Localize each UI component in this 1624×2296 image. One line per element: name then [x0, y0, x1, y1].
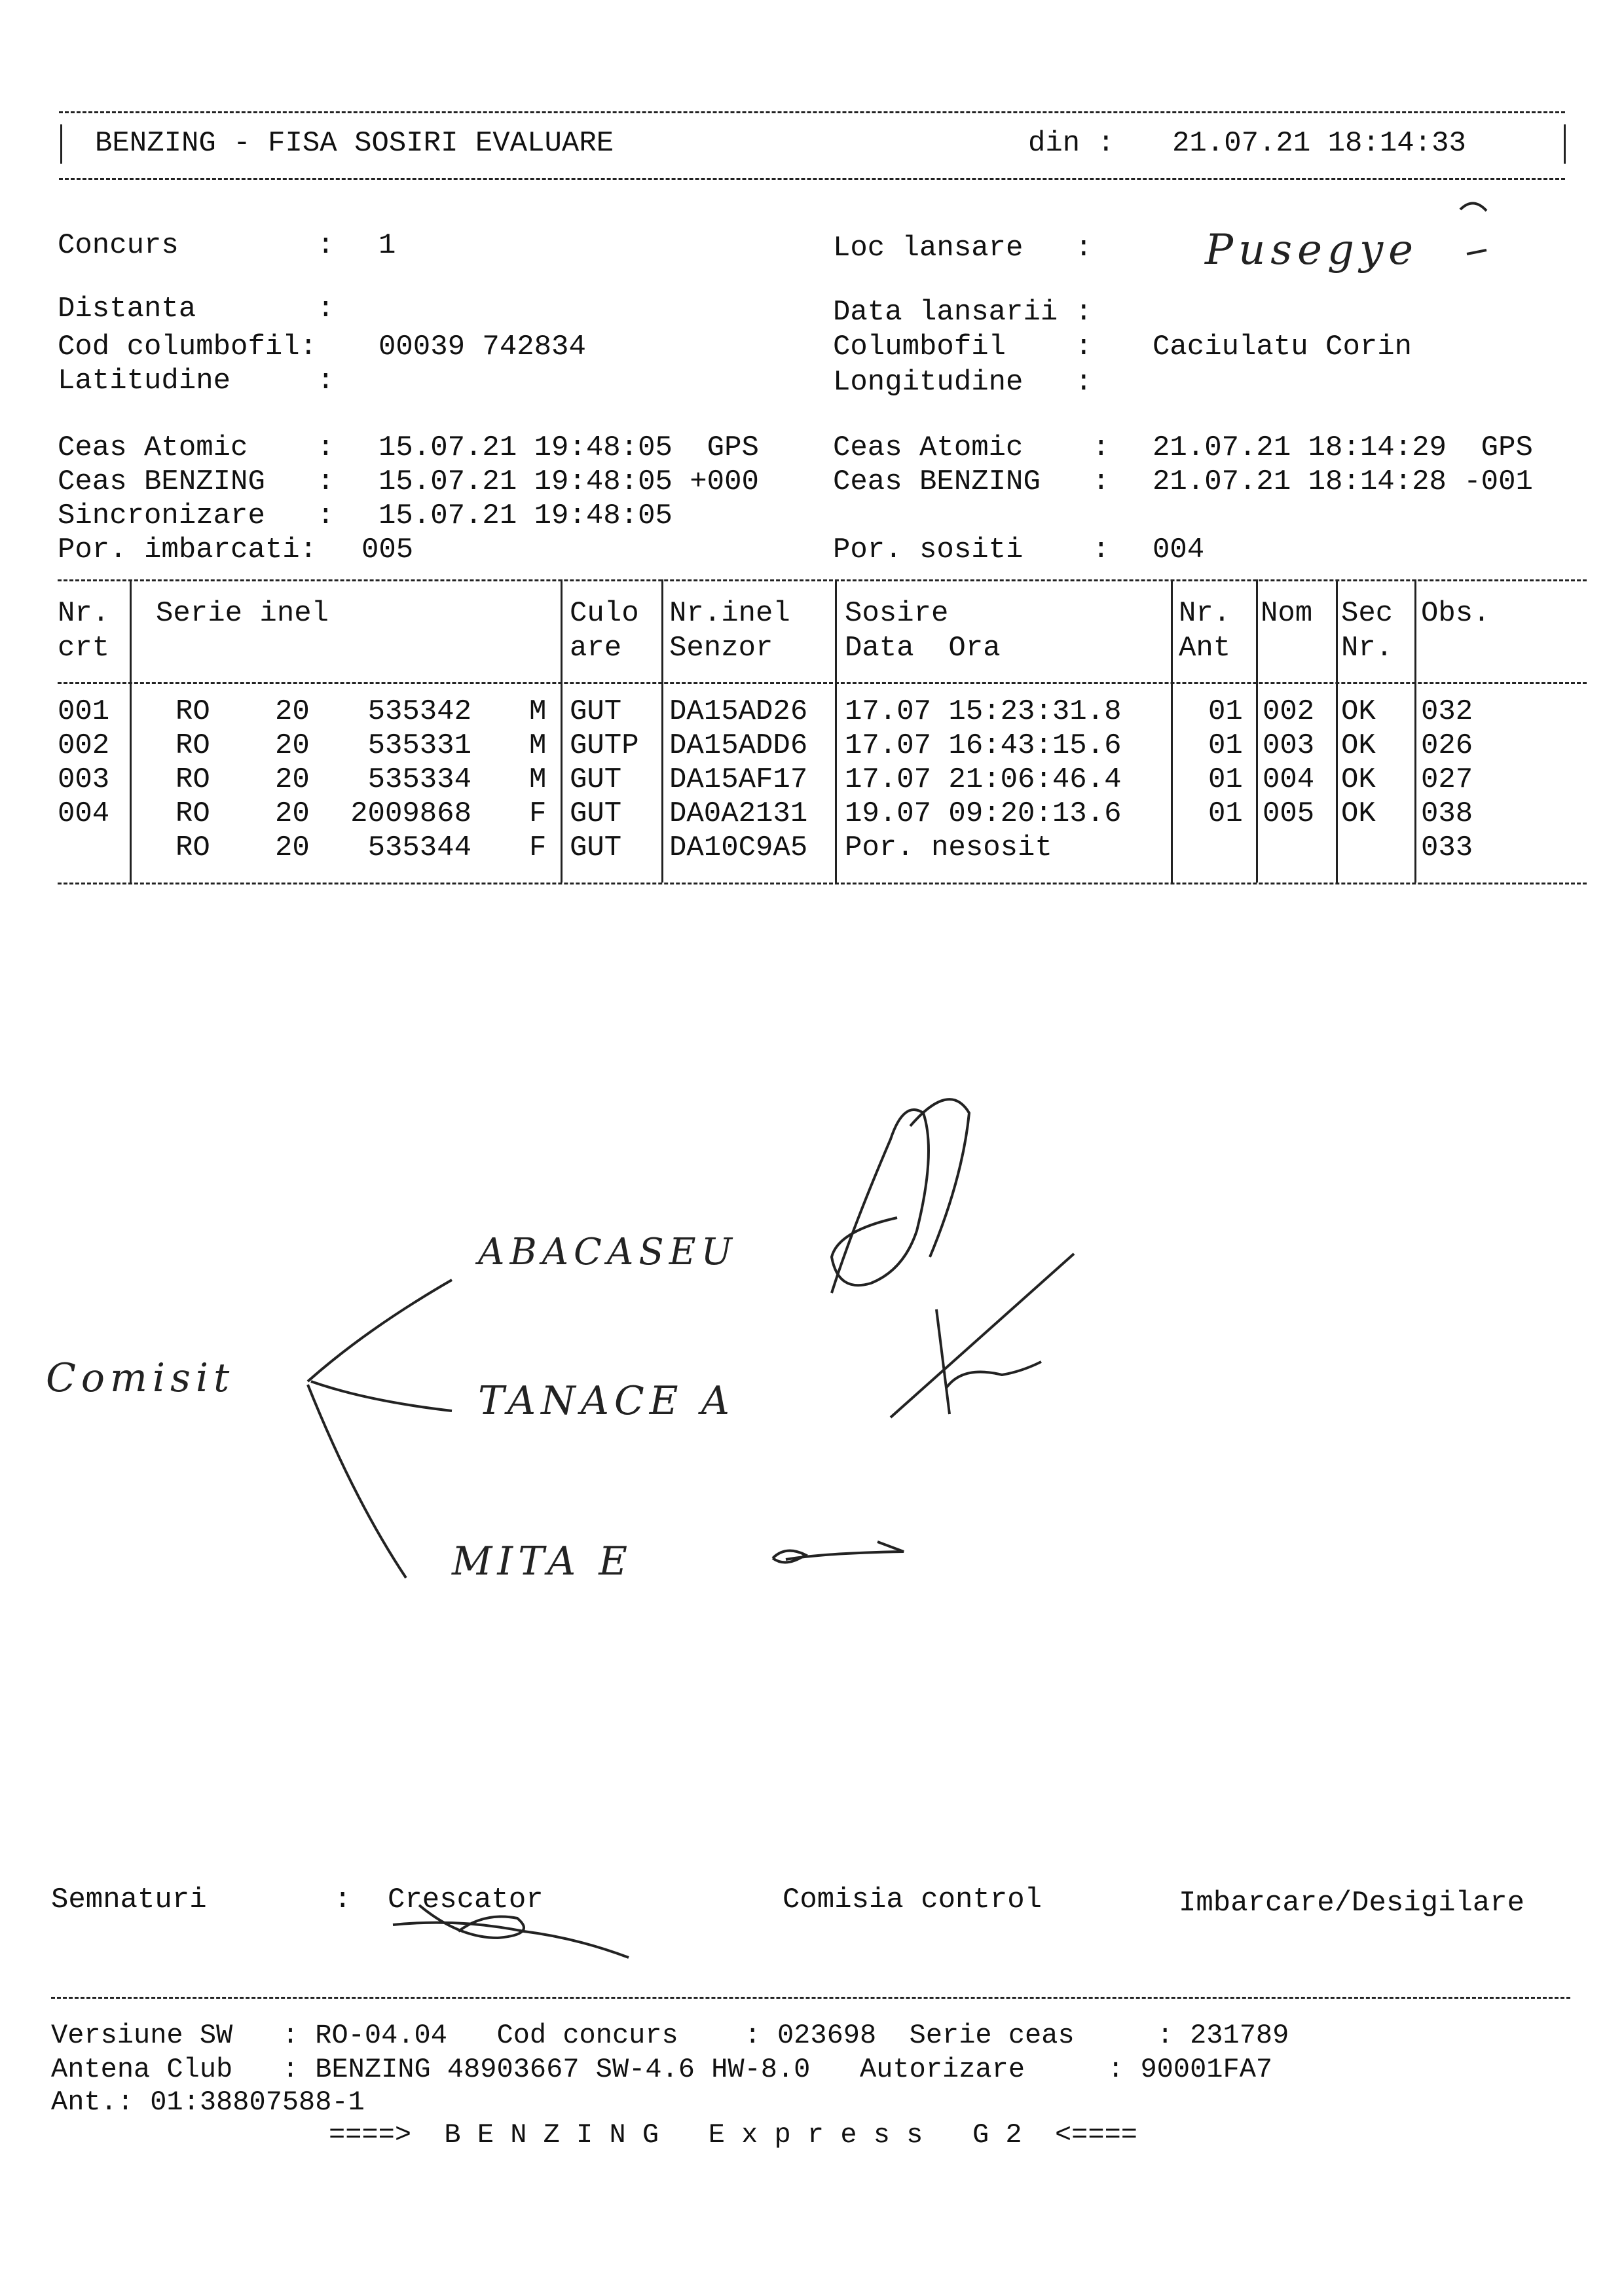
cell-sosire: 19.07 09:20:13.6 [845, 797, 1122, 830]
cell-an: 20 [275, 729, 310, 762]
footer-ant-line: Ant.: 01:38807588-1 [51, 2086, 365, 2118]
th-nr: Nr. [58, 597, 110, 630]
cell-tara: RO [175, 797, 210, 830]
cell-inel: 535331 [367, 729, 471, 762]
clock-left-label-2: Sincronizare : [58, 500, 335, 532]
footer-divider [51, 1997, 1570, 1999]
handwritten-name-2: TANACE A [478, 1378, 735, 1424]
distanta-label: Distanta : [58, 293, 335, 325]
col-divider [661, 579, 663, 883]
header-din-label: din : [1028, 127, 1115, 160]
cell-sosire: 17.07 21:06:46.4 [845, 763, 1122, 796]
semnaturi-label: Semnaturi [51, 1884, 207, 1916]
latitudine-label: Latitudine : [58, 365, 335, 397]
cell-nr: 004 [58, 797, 110, 830]
cell-sec: OK [1341, 695, 1376, 728]
th-senzor: Senzor [669, 632, 773, 665]
header-datetime: 21.07.21 18:14:33 [1172, 127, 1466, 160]
cell-senzor: DA15ADD6 [669, 729, 808, 762]
clock-right-label-1: Ceas BENZING : [833, 465, 1110, 498]
footer-versiune-line: Versiune SW : RO-04.04 Cod concurs : 023698 Serie ceas : 231789 [51, 2020, 1289, 2051]
th-sec-nr: Nr. [1341, 632, 1393, 665]
cell-tara: RO [175, 831, 210, 864]
th-obs: Obs. [1421, 597, 1490, 630]
handwritten-comisie: Comisit [46, 1355, 235, 1401]
cell-sex: F [529, 797, 547, 830]
clock-right-value-1: 21.07.21 18:14:28 -001 [1153, 465, 1533, 498]
cell-ant: 01 [1208, 729, 1243, 762]
col-divider [1171, 579, 1173, 883]
cell-sec: OK [1341, 797, 1376, 830]
concurs-value: 1 [378, 229, 396, 262]
th-sec: Sec [1341, 597, 1393, 630]
clock-right-label-2: Por. sositi : [833, 534, 1110, 566]
cell-tara: RO [175, 763, 210, 796]
cell-sex: M [529, 695, 547, 728]
cell-tara: RO [175, 695, 210, 728]
cell-culoare: GUTP [570, 729, 639, 762]
cell-ant: 01 [1208, 797, 1243, 830]
cell-an: 20 [275, 831, 310, 864]
header-bottom-border [59, 178, 1565, 180]
cell-inel: 535342 [367, 695, 471, 728]
cell-senzor: DA15AD26 [669, 695, 808, 728]
col-divider [561, 579, 563, 883]
clock-left-label-3: Por. imbarcati: [58, 534, 318, 566]
cell-obs: 026 [1421, 729, 1473, 762]
footer-banner: ====> B E N Z I N G E x p r e s s G 2 <==== [329, 2119, 1138, 2151]
clock-left-value-3: 005 [361, 534, 414, 566]
header-title: BENZING - FISA SOSIRI EVALUARE [95, 127, 614, 160]
th-culo: Culo [570, 597, 639, 630]
cod-columbofil-label: Cod columbofil: [58, 331, 318, 363]
cell-obs: 032 [1421, 695, 1473, 728]
columbofil-value: Caciulatu Corin [1153, 331, 1412, 363]
clock-left-label-0: Ceas Atomic : [58, 431, 335, 464]
cell-sosire: 17.07 16:43:15.6 [845, 729, 1122, 762]
cell-sosire: Por. nesosit [845, 831, 1052, 864]
cell-inel: 535334 [367, 763, 471, 796]
col-divider [1414, 579, 1416, 883]
clock-right-label-0: Ceas Atomic : [833, 431, 1110, 464]
cell-nom: 003 [1263, 729, 1315, 762]
cell-nr: 002 [58, 729, 110, 762]
cell-nom: 005 [1263, 797, 1315, 830]
th-sosire: Sosire [845, 597, 949, 630]
cell-senzor: DA0A2131 [669, 797, 808, 830]
clock-left-value-1: 15.07.21 19:48:05 +000 [378, 465, 759, 498]
col-divider [835, 579, 837, 883]
cell-senzor: DA15AF17 [669, 763, 808, 796]
cell-nr: 001 [58, 695, 110, 728]
footer-antena-line: Antena Club : BENZING 48903667 SW-4.6 HW-8.0 Autorizare : 90001FA7 [51, 2054, 1273, 2085]
cell-sex: F [529, 831, 547, 864]
cell-obs: 033 [1421, 831, 1473, 864]
clock-left-value-2: 15.07.21 19:48:05 [378, 500, 673, 532]
handwritten-name-1: ABACASEU [478, 1231, 737, 1273]
longitudine-label: Longitudine : [833, 366, 1093, 399]
semnaturi-colon: : [334, 1884, 352, 1916]
data-lansarii-label: Data lansarii : [833, 296, 1093, 329]
clock-right-value-0: 21.07.21 18:14:29 GPS [1153, 431, 1533, 464]
col-divider [1256, 579, 1258, 883]
handwritten-name-3: MITA E [452, 1539, 633, 1584]
th-nom: Nom [1261, 597, 1313, 630]
cell-sec: OK [1341, 763, 1376, 796]
col-divider [130, 579, 132, 883]
th-crt: crt [58, 632, 110, 665]
table-header-border [58, 682, 1587, 684]
cell-senzor: DA10C9A5 [669, 831, 808, 864]
th-nr-ant: Nr. [1179, 597, 1231, 630]
th-nr-inel: Nr.inel [669, 597, 790, 630]
cell-an: 20 [275, 763, 310, 796]
th-are: are [570, 632, 622, 665]
cod-columbofil-value: 00039 742834 [378, 331, 586, 363]
cell-sosire: 17.07 15:23:31.8 [845, 695, 1122, 728]
clock-left-value-0: 15.07.21 19:48:05 GPS [378, 431, 759, 464]
col-divider [1336, 579, 1338, 883]
cell-culoare: GUT [570, 797, 622, 830]
th-serie-inel: Serie inel [156, 597, 329, 630]
columbofil-label: Columbofil : [833, 331, 1093, 363]
cell-ant: 01 [1208, 695, 1243, 728]
clock-left-label-1: Ceas BENZING : [58, 465, 335, 498]
th-data-ora: Data Ora [845, 632, 1001, 665]
cell-culoare: GUT [570, 763, 622, 796]
cell-obs: 038 [1421, 797, 1473, 830]
cell-sex: M [529, 729, 547, 762]
cell-an: 20 [275, 797, 310, 830]
loc-lansare-label: Loc lansare : [833, 232, 1093, 264]
cell-nr: 003 [58, 763, 110, 796]
table-top-border [58, 579, 1587, 581]
cell-inel: 2009868 [350, 797, 471, 830]
cell-tara: RO [175, 729, 210, 762]
cell-nom: 004 [1263, 763, 1315, 796]
header-right-border [1564, 124, 1566, 164]
cell-sec: OK [1341, 729, 1376, 762]
cell-culoare: GUT [570, 695, 622, 728]
comisia-control-label: Comisia control [783, 1884, 1043, 1916]
cell-inel: 535344 [367, 831, 471, 864]
cell-ant: 01 [1208, 763, 1243, 796]
concurs-label: Concurs : [58, 229, 335, 262]
cell-sex: M [529, 763, 547, 796]
cell-nom: 002 [1263, 695, 1315, 728]
header-left-border [60, 124, 62, 164]
cell-culoare: GUT [570, 831, 622, 864]
clock-right-value-2: 004 [1153, 534, 1205, 566]
crescator-label: Crescator [388, 1884, 544, 1916]
imbarcare-desigilare-label: Imbarcare/Desigilare [1179, 1887, 1525, 1920]
header-top-border [59, 111, 1565, 113]
th-ant: Ant [1179, 632, 1231, 665]
loc-lansare-handwritten: Pusegye [1205, 226, 1418, 274]
cell-obs: 027 [1421, 763, 1473, 796]
table-bottom-border [58, 883, 1587, 884]
cell-an: 20 [275, 695, 310, 728]
